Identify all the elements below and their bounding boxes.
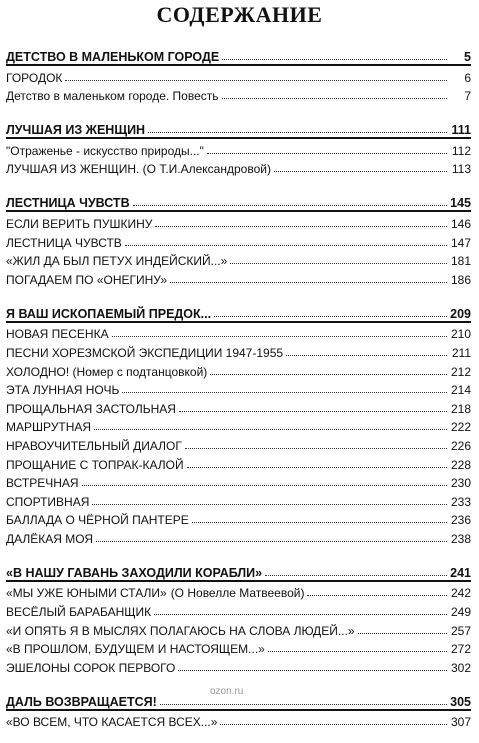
dot-leader xyxy=(222,98,447,99)
section-title: ЛЕСТНИЦА ЧУВСТВ xyxy=(6,196,130,211)
entry-title: ДАЛЁКАЯ МОЯ xyxy=(6,531,94,546)
entry-title: «ЖИЛ ДА БЫЛ ПЕТУХ ИНДЕЙСКИЙ...» xyxy=(6,254,228,269)
toc-entry xyxy=(6,434,471,453)
entry-title: ВСТРЕЧНАЯ xyxy=(6,476,79,491)
toc-entry xyxy=(6,66,471,85)
dot-leader xyxy=(154,614,447,615)
entry-title: «МЫ УЖЕ ЮНЫМИ СТАЛИ» xyxy=(6,586,167,601)
toc-entry xyxy=(6,656,471,675)
toc-entry xyxy=(6,231,471,250)
dot-leader xyxy=(307,595,447,596)
dot-leader xyxy=(185,448,447,449)
dot-leader xyxy=(94,429,447,430)
entry-page-number: 214 xyxy=(450,383,471,398)
page-title: СОДЕРЖАНИЕ xyxy=(156,2,323,27)
entry-title: ПРОЩАЛЬНАЯ ЗАСТОЛЬНАЯ xyxy=(6,401,176,416)
dot-leader xyxy=(160,704,447,705)
dot-leader xyxy=(178,670,447,671)
entry-title: ПОГАДАЕМ ПО «ОНЕГИНУ» xyxy=(6,272,168,287)
dot-leader xyxy=(358,633,448,634)
dot-leader xyxy=(82,485,447,486)
entry-title: ЭШЕЛОНЫ СОРОК ПЕРВОГО xyxy=(6,660,176,675)
entry-page-number: 146 xyxy=(450,216,471,231)
section-page-number: 145 xyxy=(450,196,471,211)
toc-entry xyxy=(6,509,471,528)
entry-title: НРАВОУЧИТЕЛЬНЫЙ ДИАЛОГ xyxy=(6,438,182,453)
dot-leader xyxy=(133,205,447,206)
entry-title: «В ПРОШЛОМ, БУДУЩЕМ И НАСТОЯЩЕМ...» xyxy=(6,642,265,657)
entry-page-number: 7 xyxy=(464,89,471,104)
toc-entry xyxy=(6,341,471,360)
dot-leader xyxy=(222,59,447,60)
dot-leader xyxy=(155,226,447,227)
entry-title: БАЛЛАДА О ЧЁРНОЙ ПАНТЕРЕ xyxy=(6,513,189,528)
dot-leader xyxy=(187,467,447,468)
entry-page-number: 211 xyxy=(451,345,471,360)
entry-page-number: 238 xyxy=(450,531,471,546)
entry-title: ЭТА ЛУННАЯ НОЧЬ xyxy=(6,383,120,398)
section-heading xyxy=(6,190,471,212)
entry-page-number: 230 xyxy=(450,476,471,491)
toc-entry xyxy=(6,250,471,269)
dot-leader xyxy=(214,316,447,317)
entry-title: ХОЛОДНО! (Номер с подтанцовкой) xyxy=(6,364,208,379)
entry-page-number: 307 xyxy=(450,715,471,730)
toc-entry xyxy=(6,416,471,435)
dot-leader xyxy=(179,411,447,412)
toc-entry xyxy=(6,582,471,601)
section-page-number: 111 xyxy=(451,123,471,138)
section-heading xyxy=(6,117,471,139)
dot-leader xyxy=(92,504,447,505)
entry-page-number: 249 xyxy=(450,605,471,620)
dot-leader xyxy=(274,171,447,172)
toc-entry xyxy=(6,379,471,398)
entry-page-number: 236 xyxy=(450,513,471,528)
entry-title: СПОРТИВНАЯ xyxy=(6,494,90,509)
toc-entry xyxy=(6,453,471,472)
entry-page-number: 186 xyxy=(450,272,471,287)
dot-leader xyxy=(148,132,447,133)
toc-entry xyxy=(6,85,471,104)
entry-title: ПРОЩАНИЕ С ТОПРАК-КАЛОЙ xyxy=(6,457,184,472)
entry-page-number: 112 xyxy=(451,143,471,158)
toc-entry xyxy=(6,268,471,287)
dot-leader xyxy=(268,651,447,652)
entry-note: (О Новелле Матвеевой) xyxy=(170,586,305,601)
section-page-number: 5 xyxy=(464,50,471,64)
toc-section xyxy=(6,44,471,103)
section-title: ЛУЧШАЯ ИЗ ЖЕНЩИН xyxy=(6,123,146,138)
entry-page-number: 226 xyxy=(450,438,471,453)
toc-entry xyxy=(6,638,471,657)
toc-section xyxy=(6,190,471,286)
dot-leader xyxy=(96,541,447,542)
entry-title: ПЕСНИ ХОРЕЗМСКОЙ ЭКСПЕДИЦИИ 1947-1955 xyxy=(6,345,284,360)
toc-entry xyxy=(6,490,471,509)
entry-title: МАРШРУТНАЯ xyxy=(6,420,92,435)
toc-section xyxy=(6,560,471,675)
toc-entry xyxy=(6,711,471,730)
section-page-number: 241 xyxy=(450,565,471,580)
section-title: ДЕТСТВО В МАЛЕНЬКОМ ГОРОДЕ xyxy=(6,50,220,64)
entry-page-number: 222 xyxy=(450,420,471,435)
entry-page-number: 302 xyxy=(450,660,471,675)
entry-page-number: 212 xyxy=(450,364,471,379)
toc-section xyxy=(6,117,471,176)
section-page-number: 305 xyxy=(450,694,471,709)
toc-entry xyxy=(6,472,471,491)
dot-leader xyxy=(286,355,447,356)
entry-title: «ВО ВСЕМ, ЧТО КАСАЕТСЯ ВСЕХ...» xyxy=(6,715,218,730)
entry-page-number: 242 xyxy=(450,586,471,601)
entry-title: "Отраженье - искусство природы..." xyxy=(6,143,204,158)
toc-section xyxy=(6,301,471,546)
entry-page-number: 228 xyxy=(450,457,471,472)
section-heading xyxy=(6,301,471,323)
toc-entry xyxy=(6,212,471,231)
dot-leader xyxy=(125,245,447,246)
toc-entry xyxy=(6,158,471,177)
section-heading xyxy=(6,44,471,66)
dot-leader xyxy=(207,153,447,154)
section-heading xyxy=(6,560,471,582)
entry-page-number: 257 xyxy=(450,623,471,638)
toc-entry xyxy=(6,360,471,379)
entry-title: Детство в маленьком городе. Повесть xyxy=(6,89,219,104)
dot-leader xyxy=(220,724,447,725)
entry-title: ЕСЛИ ВЕРИТЬ ПУШКИНУ xyxy=(6,216,153,231)
toc-entry xyxy=(6,527,471,546)
entry-title: ВЕСЁЛЫЙ БАРАБАНЩИК xyxy=(6,605,152,620)
entry-page-number: 147 xyxy=(450,235,471,250)
entry-page-number: 218 xyxy=(450,401,471,416)
toc-entry xyxy=(6,619,471,638)
dot-leader xyxy=(230,263,447,264)
section-title: ДАЛЬ ВОЗВРАЩАЕТСЯ! xyxy=(6,694,157,709)
section-page-number: 209 xyxy=(450,306,471,321)
dot-leader xyxy=(170,282,447,283)
watermark: ozon.ru xyxy=(210,686,244,697)
section-title: «В НАШУ ГАВАНЬ ЗАХОДИЛИ КОРАБЛИ» xyxy=(6,565,263,580)
dot-leader xyxy=(65,80,447,81)
entry-title: «И ОПЯТЬ Я В МЫСЛЯХ ПОЛАГАЮСЬ НА СЛОВА ЛЮДЕЙ...» xyxy=(6,623,355,638)
entry-title: ГОРОДОК xyxy=(6,70,63,85)
entry-title: ЛУЧШАЯ ИЗ ЖЕНЩИН. (О Т.И.Александровой) xyxy=(6,162,271,177)
entry-page-number: 233 xyxy=(450,494,471,509)
entry-title: ЛЕСТНИЦА ЧУВСТВ xyxy=(6,235,122,250)
dot-leader xyxy=(192,522,447,523)
section-title: Я ВАШ ИСКОПАЕМЫЙ ПРЕДОК... xyxy=(6,306,212,321)
dot-leader xyxy=(210,374,447,375)
table-of-contents xyxy=(6,44,471,743)
toc-entry xyxy=(6,323,471,342)
entry-page-number: 272 xyxy=(450,642,471,657)
entry-title: НОВАЯ ПЕСЕНКА xyxy=(6,327,109,342)
toc-entry xyxy=(6,139,471,158)
entry-page-number: 113 xyxy=(451,162,471,177)
toc-entry xyxy=(6,600,471,619)
dot-leader xyxy=(112,336,447,337)
entry-page-number: 181 xyxy=(450,254,471,269)
dot-leader xyxy=(265,575,447,576)
dot-leader xyxy=(122,392,447,393)
entry-page-number: 6 xyxy=(464,70,471,85)
toc-entry xyxy=(6,397,471,416)
entry-page-number: 210 xyxy=(450,327,471,342)
